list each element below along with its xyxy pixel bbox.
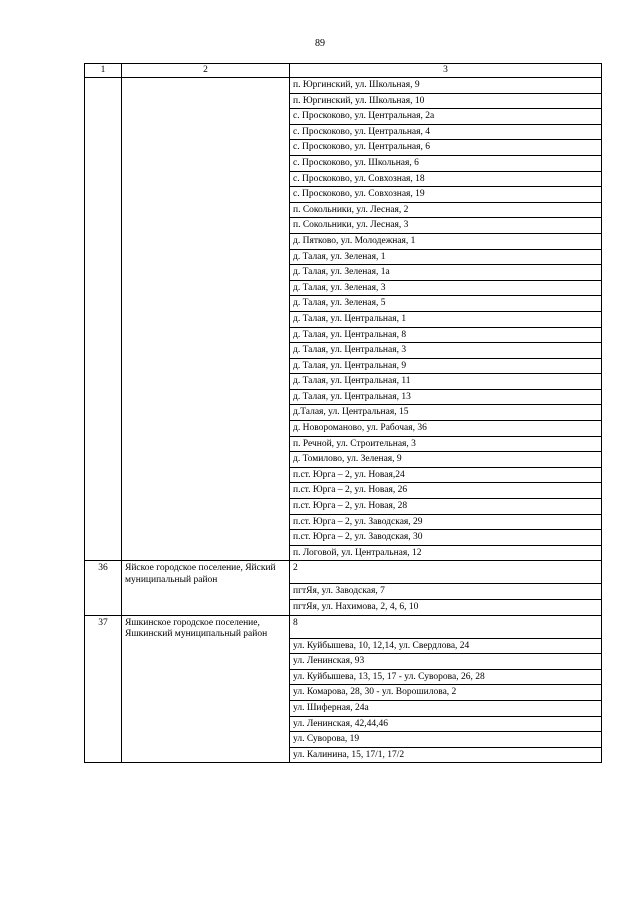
address-cell: ул. Ленинская, 42,44,46	[290, 716, 602, 732]
address-cell: д. Талая, ул. Зеленая, 3	[290, 280, 602, 296]
address-cell: д. Талая, ул. Центральная, 8	[290, 327, 602, 343]
settlement-name-cell: Яшкинское городское поселение, Яшкинский муниципальный район	[122, 615, 290, 763]
address-cell: ул. Комарова, 28, 30 - ул. Ворошилова, 2	[290, 685, 602, 701]
address-cell: д. Талая, ул. Центральная, 11	[290, 374, 602, 390]
page-number: 89	[315, 38, 325, 49]
address-cell: ул. Куйбышева, 10, 12,14, ул. Свердлова, 24	[290, 638, 602, 654]
address-cell: д. Новороманово, ул. Рабочая, 36	[290, 421, 602, 437]
column-header-2: 2	[122, 64, 290, 78]
address-cell: д. Талая, ул. Зеленая, 5	[290, 296, 602, 312]
address-cell: с. Проскоково, ул. Совхозная, 18	[290, 171, 602, 187]
address-cell: п. Сокольники, ул. Лесная, 2	[290, 202, 602, 218]
building-count-cell: 2	[290, 561, 602, 584]
address-cell: ул. Калинина, 15, 17/1, 17/2	[290, 747, 602, 763]
address-cell: п.ст. Юрга – 2, ул. Заводская, 30	[290, 530, 602, 546]
address-cell: д.Талая, ул. Центральная, 15	[290, 405, 602, 421]
address-cell: с. Проскоково, ул. Центральная, 2а	[290, 109, 602, 125]
column-header-3: 3	[290, 64, 602, 78]
entry-row	[85, 615, 602, 638]
address-cell: пгтЯя, ул. Нахимова, 2, 4, 6, 10	[290, 600, 602, 616]
address-cell: с. Проскоково, ул. Центральная, 6	[290, 140, 602, 156]
address-cell: п. Сокольники, ул. Лесная, 3	[290, 218, 602, 234]
address-cell: п.ст. Юрга – 2, ул. Новая, 26	[290, 483, 602, 499]
settlement-name-cell: Яйское городское поселение, Яйский муниципальный район	[122, 561, 290, 615]
address-cell: п. Юргинский, ул. Школьная, 10	[290, 93, 602, 109]
address-cell: ул. Суворова, 19	[290, 732, 602, 748]
table-header-row	[85, 64, 602, 78]
row-number-cell: 36	[85, 561, 122, 615]
row-number-cell: 37	[85, 615, 122, 763]
table-row	[85, 78, 602, 94]
addresses-table	[84, 63, 602, 763]
column-header-1: 1	[85, 64, 122, 78]
building-count-cell: 8	[290, 615, 602, 638]
address-cell: д. Талая, ул. Центральная, 1	[290, 311, 602, 327]
address-cell: с. Проскоково, ул. Центральная, 4	[290, 124, 602, 140]
address-cell: п. Юргинский, ул. Школьная, 9	[290, 78, 602, 94]
address-cell: д. Талая, ул. Центральная, 13	[290, 389, 602, 405]
address-cell: ул. Шиферная, 24а	[290, 700, 602, 716]
address-cell: д. Талая, ул. Зеленая, 1а	[290, 265, 602, 281]
address-cell: д. Талая, ул. Зеленая, 1	[290, 249, 602, 265]
address-cell: п. Логовой, ул. Центральная, 12	[290, 545, 602, 561]
settlement-name-cell	[122, 78, 290, 561]
address-cell: ул. Куйбышева, 13, 15, 17 - ул. Суворова, 26, 28	[290, 669, 602, 685]
entry-row	[85, 561, 602, 584]
address-cell: д. Талая, ул. Центральная, 9	[290, 358, 602, 374]
address-cell: пгтЯя, ул. Заводская, 7	[290, 584, 602, 600]
address-cell: ул. Ленинская, 93	[290, 654, 602, 670]
address-cell: п.ст. Юрга – 2, ул. Заводская, 29	[290, 514, 602, 530]
address-cell: п.ст. Юрга – 2, ул. Новая,24	[290, 467, 602, 483]
address-cell: д. Пятково, ул. Молодежная, 1	[290, 233, 602, 249]
address-cell: д. Томилово, ул. Зеленая, 9	[290, 452, 602, 468]
address-cell: п. Речной, ул. Строительная, 3	[290, 436, 602, 452]
address-cell: п.ст. Юрга – 2, ул. Новая, 28	[290, 499, 602, 515]
address-cell: с. Проскоково, ул. Школьная, 6	[290, 155, 602, 171]
row-number-cell	[85, 78, 122, 561]
address-cell: с. Проскоково, ул. Совхозная, 19	[290, 187, 602, 203]
address-cell: д. Талая, ул. Центральная, 3	[290, 343, 602, 359]
